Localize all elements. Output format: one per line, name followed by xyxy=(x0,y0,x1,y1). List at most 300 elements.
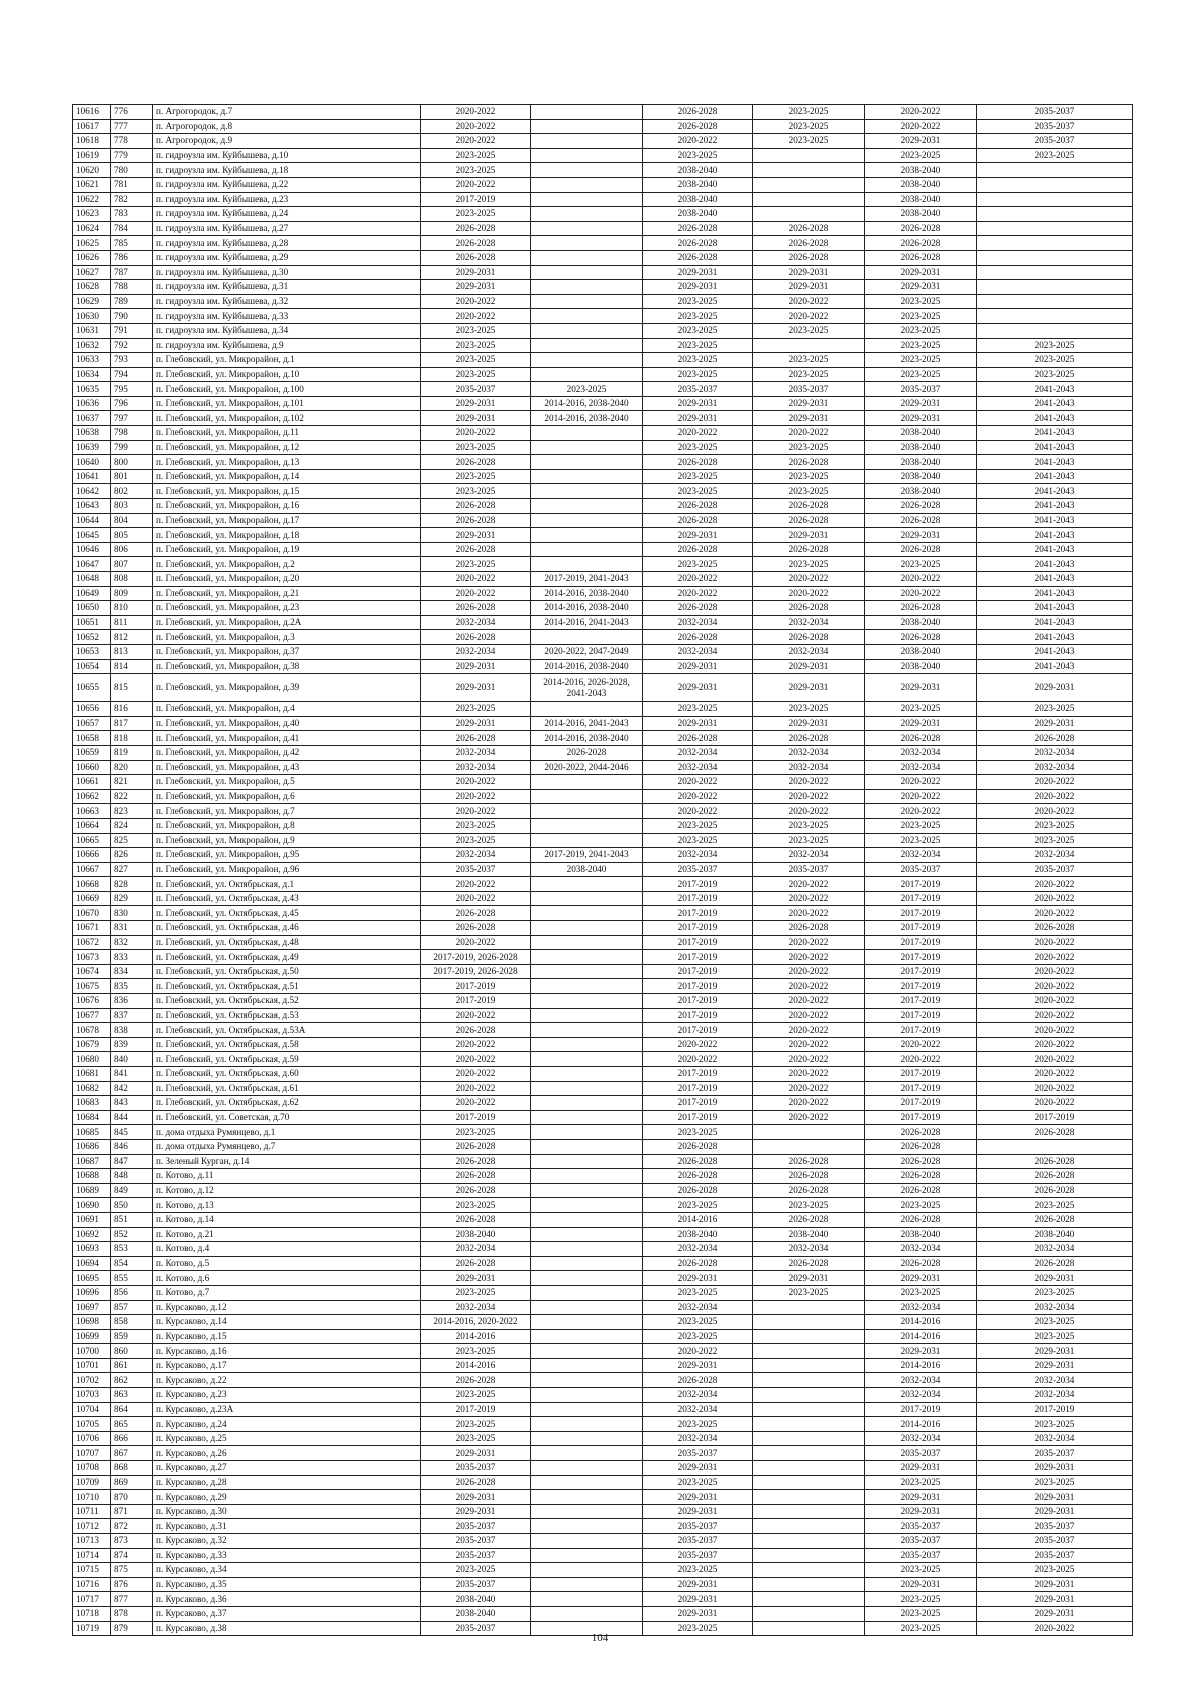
period-2-cell: 2023-2025 xyxy=(531,382,643,397)
address-cell: п. гидроузла им. Куйбышева, д.9 xyxy=(153,338,421,353)
row-number-cell: 10616 xyxy=(73,105,111,120)
address-cell: п. Глебовский, ул. Микрорайон, д.8 xyxy=(153,818,421,833)
period-6-cell: 2023-2025 xyxy=(977,148,1133,163)
table-row xyxy=(73,440,1133,455)
period-3-cell: 2029-2031 xyxy=(643,1606,753,1621)
item-number-cell: 867 xyxy=(111,1446,153,1461)
period-1-cell: 2035-2037 xyxy=(421,382,531,397)
table-row xyxy=(73,979,1133,994)
item-number-cell: 877 xyxy=(111,1592,153,1607)
period-5-cell: 2017-2019 xyxy=(865,1081,977,1096)
table-row xyxy=(73,1490,1133,1505)
address-cell: п. гидроузла им. Куйбышева, д.33 xyxy=(153,309,421,324)
item-number-cell: 786 xyxy=(111,250,153,265)
period-5-cell: 2038-2040 xyxy=(865,177,977,192)
period-1-cell: 2020-2022 xyxy=(421,1096,531,1111)
period-5-cell: 2020-2022 xyxy=(865,789,977,804)
address-cell: п. Глебовский, ул. Микрорайон, д.43 xyxy=(153,760,421,775)
period-3-cell: 2029-2031 xyxy=(643,716,753,731)
period-5-cell: 2023-2025 xyxy=(865,148,977,163)
period-5-cell: 2035-2037 xyxy=(865,1534,977,1549)
period-2-cell xyxy=(531,367,643,382)
period-3-cell: 2017-2019 xyxy=(643,1067,753,1082)
period-4-cell: 2029-2031 xyxy=(753,265,865,280)
table-row xyxy=(73,353,1133,368)
row-number-cell: 10652 xyxy=(73,630,111,645)
period-3-cell: 2035-2037 xyxy=(643,1548,753,1563)
period-5-cell: 2026-2028 xyxy=(865,250,977,265)
period-4-cell: 2020-2022 xyxy=(753,309,865,324)
period-6-cell: 2035-2037 xyxy=(977,105,1133,120)
period-3-cell: 2026-2028 xyxy=(643,542,753,557)
period-1-cell: 2017-2019 xyxy=(421,192,531,207)
row-number-cell: 10618 xyxy=(73,134,111,149)
period-5-cell: 2017-2019 xyxy=(865,891,977,906)
period-3-cell: 2023-2025 xyxy=(643,309,753,324)
item-number-cell: 792 xyxy=(111,338,153,353)
row-number-cell: 10678 xyxy=(73,1023,111,1038)
row-number-cell: 10631 xyxy=(73,323,111,338)
period-2-cell xyxy=(531,163,643,178)
item-number-cell: 802 xyxy=(111,484,153,499)
address-cell: п. Глебовский, ул. Микрорайон, д.9 xyxy=(153,833,421,848)
table-row xyxy=(73,1431,1133,1446)
period-4-cell xyxy=(753,1563,865,1578)
item-number-cell: 859 xyxy=(111,1329,153,1344)
period-1-cell: 2017-2019, 2026-2028 xyxy=(421,964,531,979)
period-3-cell: 2029-2031 xyxy=(643,396,753,411)
period-2-cell xyxy=(531,1373,643,1388)
period-3-cell: 2023-2025 xyxy=(643,1125,753,1140)
period-4-cell xyxy=(753,1577,865,1592)
table-row xyxy=(73,411,1133,426)
item-number-cell: 798 xyxy=(111,426,153,441)
period-2-cell xyxy=(531,702,643,717)
period-1-cell: 2023-2025 xyxy=(421,1388,531,1403)
period-4-cell: 2020-2022 xyxy=(753,1037,865,1052)
item-number-cell: 810 xyxy=(111,601,153,616)
row-number-cell: 10713 xyxy=(73,1534,111,1549)
period-1-cell: 2020-2022 xyxy=(421,1067,531,1082)
item-number-cell: 863 xyxy=(111,1388,153,1403)
period-3-cell: 2023-2025 xyxy=(643,702,753,717)
table-row xyxy=(73,1052,1133,1067)
period-3-cell: 2017-2019 xyxy=(643,891,753,906)
address-cell: п. Глебовский, ул. Октябрьская, д.60 xyxy=(153,1067,421,1082)
period-6-cell: 2026-2028 xyxy=(977,731,1133,746)
period-3-cell: 2029-2031 xyxy=(643,1271,753,1286)
period-1-cell: 2029-2031 xyxy=(421,265,531,280)
item-number-cell: 852 xyxy=(111,1227,153,1242)
period-3-cell: 2032-2034 xyxy=(643,615,753,630)
period-5-cell: 2020-2022 xyxy=(865,804,977,819)
period-5-cell: 2035-2037 xyxy=(865,1519,977,1534)
period-6-cell: 2035-2037 xyxy=(977,134,1133,149)
period-3-cell: 2023-2025 xyxy=(643,1563,753,1578)
period-2-cell xyxy=(531,964,643,979)
item-number-cell: 840 xyxy=(111,1052,153,1067)
period-5-cell: 2038-2040 xyxy=(865,484,977,499)
item-number-cell: 861 xyxy=(111,1358,153,1373)
period-3-cell: 2020-2022 xyxy=(643,1344,753,1359)
period-5-cell: 2023-2025 xyxy=(865,353,977,368)
period-3-cell: 2023-2025 xyxy=(643,557,753,572)
address-cell: п. гидроузла им. Куйбышева, д.24 xyxy=(153,207,421,222)
period-1-cell: 2023-2025 xyxy=(421,440,531,455)
period-2-cell xyxy=(531,1358,643,1373)
address-cell: п. Курсаково, д.26 xyxy=(153,1446,421,1461)
item-number-cell: 805 xyxy=(111,528,153,543)
row-number-cell: 10692 xyxy=(73,1227,111,1242)
period-1-cell: 2026-2028 xyxy=(421,542,531,557)
table-row xyxy=(73,250,1133,265)
period-6-cell xyxy=(977,280,1133,295)
row-number-cell: 10664 xyxy=(73,818,111,833)
period-5-cell: 2023-2025 xyxy=(865,1285,977,1300)
period-5-cell: 2026-2028 xyxy=(865,630,977,645)
period-2-cell xyxy=(531,528,643,543)
table-row xyxy=(73,192,1133,207)
period-1-cell: 2020-2022 xyxy=(421,877,531,892)
period-4-cell xyxy=(753,338,865,353)
period-1-cell: 2032-2034 xyxy=(421,1242,531,1257)
period-6-cell: 2023-2025 xyxy=(977,818,1133,833)
period-2-cell xyxy=(531,134,643,149)
period-3-cell: 2035-2037 xyxy=(643,1534,753,1549)
period-6-cell: 2032-2034 xyxy=(977,1242,1133,1257)
period-6-cell: 2023-2025 xyxy=(977,338,1133,353)
period-4-cell: 2026-2028 xyxy=(753,455,865,470)
row-number-cell: 10647 xyxy=(73,557,111,572)
period-2-cell xyxy=(531,1125,643,1140)
period-5-cell: 2020-2022 xyxy=(865,105,977,120)
period-5-cell: 2020-2022 xyxy=(865,1037,977,1052)
address-cell: п. Глебовский, ул. Микрорайон, д.102 xyxy=(153,411,421,426)
period-3-cell: 2023-2025 xyxy=(643,440,753,455)
row-number-cell: 10679 xyxy=(73,1037,111,1052)
period-4-cell: 2026-2028 xyxy=(753,1212,865,1227)
period-4-cell: 2035-2037 xyxy=(753,862,865,877)
period-1-cell: 2020-2022 xyxy=(421,105,531,120)
period-2-cell xyxy=(531,1008,643,1023)
item-number-cell: 817 xyxy=(111,716,153,731)
period-5-cell: 2023-2025 xyxy=(865,557,977,572)
table-row xyxy=(73,1081,1133,1096)
table-row xyxy=(73,1008,1133,1023)
table-row xyxy=(73,294,1133,309)
period-4-cell: 2026-2028 xyxy=(753,221,865,236)
row-number-cell: 10620 xyxy=(73,163,111,178)
period-1-cell: 2017-2019 xyxy=(421,979,531,994)
address-cell: п. Курсаково, д.32 xyxy=(153,1534,421,1549)
item-number-cell: 838 xyxy=(111,1023,153,1038)
period-3-cell: 2026-2028 xyxy=(643,455,753,470)
period-6-cell xyxy=(977,265,1133,280)
item-number-cell: 808 xyxy=(111,572,153,587)
period-5-cell: 2017-2019 xyxy=(865,921,977,936)
period-4-cell: 2020-2022 xyxy=(753,426,865,441)
item-number-cell: 821 xyxy=(111,775,153,790)
period-4-cell xyxy=(753,148,865,163)
row-number-cell: 10623 xyxy=(73,207,111,222)
period-5-cell: 2029-2031 xyxy=(865,528,977,543)
item-number-cell: 819 xyxy=(111,745,153,760)
period-1-cell: 2035-2037 xyxy=(421,1519,531,1534)
period-1-cell: 2029-2031 xyxy=(421,396,531,411)
period-5-cell: 2023-2025 xyxy=(865,1606,977,1621)
period-6-cell: 2038-2040 xyxy=(977,1227,1133,1242)
period-1-cell: 2026-2028 xyxy=(421,236,531,251)
period-4-cell xyxy=(753,1344,865,1359)
period-3-cell: 2029-2031 xyxy=(643,1358,753,1373)
period-6-cell: 2032-2034 xyxy=(977,1388,1133,1403)
row-number-cell: 10694 xyxy=(73,1256,111,1271)
item-number-cell: 781 xyxy=(111,177,153,192)
period-4-cell: 2023-2025 xyxy=(753,440,865,455)
row-number-cell: 10711 xyxy=(73,1504,111,1519)
period-6-cell: 2041-2043 xyxy=(977,542,1133,557)
address-cell: п. Курсаково, д.34 xyxy=(153,1563,421,1578)
period-3-cell: 2029-2031 xyxy=(643,528,753,543)
row-number-cell: 10628 xyxy=(73,280,111,295)
table-row xyxy=(73,1198,1133,1213)
period-6-cell: 2035-2037 xyxy=(977,1446,1133,1461)
period-4-cell: 2023-2025 xyxy=(753,367,865,382)
period-6-cell: 2041-2043 xyxy=(977,557,1133,572)
period-4-cell xyxy=(753,177,865,192)
table-row xyxy=(73,745,1133,760)
period-5-cell: 2026-2028 xyxy=(865,499,977,514)
row-number-cell: 10691 xyxy=(73,1212,111,1227)
table-row xyxy=(73,163,1133,178)
address-cell: п. Котово, д.5 xyxy=(153,1256,421,1271)
period-4-cell: 2029-2031 xyxy=(753,1271,865,1286)
period-1-cell: 2026-2028 xyxy=(421,906,531,921)
period-3-cell: 2020-2022 xyxy=(643,426,753,441)
row-number-cell: 10702 xyxy=(73,1373,111,1388)
period-4-cell xyxy=(753,163,865,178)
period-1-cell: 2020-2022 xyxy=(421,309,531,324)
item-number-cell: 872 xyxy=(111,1519,153,1534)
period-2-cell xyxy=(531,280,643,295)
period-6-cell: 2023-2025 xyxy=(977,1329,1133,1344)
period-4-cell xyxy=(753,1461,865,1476)
table-row xyxy=(73,1534,1133,1549)
table-row xyxy=(73,644,1133,659)
period-4-cell: 2023-2025 xyxy=(753,833,865,848)
period-4-cell: 2020-2022 xyxy=(753,950,865,965)
table-row xyxy=(73,1577,1133,1592)
item-number-cell: 776 xyxy=(111,105,153,120)
table-row xyxy=(73,572,1133,587)
item-number-cell: 799 xyxy=(111,440,153,455)
period-1-cell: 2023-2025 xyxy=(421,367,531,382)
period-5-cell: 2023-2025 xyxy=(865,323,977,338)
period-2-cell xyxy=(531,236,643,251)
item-number-cell: 791 xyxy=(111,323,153,338)
period-2-cell xyxy=(531,1052,643,1067)
item-number-cell: 812 xyxy=(111,630,153,645)
row-number-cell: 10699 xyxy=(73,1329,111,1344)
address-cell: п. гидроузла им. Куйбышева, д.29 xyxy=(153,250,421,265)
table-row xyxy=(73,1373,1133,1388)
period-4-cell: 2026-2028 xyxy=(753,236,865,251)
page-number: 104 xyxy=(591,1632,609,1644)
period-4-cell: 2023-2025 xyxy=(753,484,865,499)
period-6-cell: 2029-2031 xyxy=(977,716,1133,731)
period-5-cell: 2023-2025 xyxy=(865,367,977,382)
period-3-cell: 2023-2025 xyxy=(643,1621,753,1636)
period-4-cell: 2020-2022 xyxy=(753,1052,865,1067)
period-1-cell: 2029-2031 xyxy=(421,1271,531,1286)
period-6-cell: 2035-2037 xyxy=(977,1519,1133,1534)
period-1-cell: 2014-2016 xyxy=(421,1358,531,1373)
period-5-cell: 2017-2019 xyxy=(865,1096,977,1111)
period-3-cell: 2026-2028 xyxy=(643,499,753,514)
table-row xyxy=(73,1519,1133,1534)
period-4-cell: 2020-2022 xyxy=(753,994,865,1009)
period-5-cell: 2029-2031 xyxy=(865,1504,977,1519)
period-6-cell: 2032-2034 xyxy=(977,745,1133,760)
period-4-cell: 2023-2025 xyxy=(753,1198,865,1213)
period-2-cell xyxy=(531,1548,643,1563)
period-3-cell: 2026-2028 xyxy=(643,630,753,645)
period-1-cell: 2017-2019, 2026-2028 xyxy=(421,950,531,965)
period-3-cell: 2023-2025 xyxy=(643,148,753,163)
period-6-cell: 2032-2034 xyxy=(977,760,1133,775)
item-number-cell: 790 xyxy=(111,309,153,324)
period-6-cell: 2041-2043 xyxy=(977,615,1133,630)
table-row xyxy=(73,1242,1133,1257)
address-cell: п. Глебовский, ул. Микрорайон, д.21 xyxy=(153,586,421,601)
period-6-cell: 2029-2031 xyxy=(977,674,1133,702)
table-row xyxy=(73,775,1133,790)
item-number-cell: 787 xyxy=(111,265,153,280)
period-6-cell: 2020-2022 xyxy=(977,950,1133,965)
period-1-cell: 2026-2028 xyxy=(421,1212,531,1227)
address-cell: п. Глебовский, ул. Микрорайон, д.101 xyxy=(153,396,421,411)
period-4-cell xyxy=(753,1504,865,1519)
period-6-cell: 2026-2028 xyxy=(977,1212,1133,1227)
period-3-cell: 2020-2022 xyxy=(643,134,753,149)
period-2-cell xyxy=(531,557,643,572)
period-6-cell: 2023-2025 xyxy=(977,1475,1133,1490)
period-1-cell: 2020-2022 xyxy=(421,804,531,819)
item-number-cell: 785 xyxy=(111,236,153,251)
period-2-cell xyxy=(531,1023,643,1038)
period-3-cell: 2017-2019 xyxy=(643,877,753,892)
table-row xyxy=(73,950,1133,965)
table-row xyxy=(73,484,1133,499)
period-3-cell: 2023-2025 xyxy=(643,323,753,338)
table-row xyxy=(73,426,1133,441)
period-4-cell: 2020-2022 xyxy=(753,1008,865,1023)
period-1-cell: 2029-2031 xyxy=(421,659,531,674)
period-6-cell: 2020-2022 xyxy=(977,1037,1133,1052)
period-1-cell: 2026-2028 xyxy=(421,1154,531,1169)
period-6-cell: 2020-2022 xyxy=(977,1081,1133,1096)
item-number-cell: 800 xyxy=(111,455,153,470)
period-4-cell xyxy=(753,1300,865,1315)
row-number-cell: 10641 xyxy=(73,469,111,484)
table-row xyxy=(73,818,1133,833)
period-3-cell: 2038-2040 xyxy=(643,192,753,207)
address-cell: п. Курсаково, д.22 xyxy=(153,1373,421,1388)
period-6-cell: 2020-2022 xyxy=(977,1008,1133,1023)
period-2-cell xyxy=(531,891,643,906)
period-6-cell: 2023-2025 xyxy=(977,1417,1133,1432)
period-5-cell: 2014-2016 xyxy=(865,1315,977,1330)
address-cell: п. гидроузла им. Куйбышева, д.34 xyxy=(153,323,421,338)
row-number-cell: 10700 xyxy=(73,1344,111,1359)
period-3-cell: 2026-2028 xyxy=(643,601,753,616)
period-2-cell: 2014-2016, 2038-2040 xyxy=(531,411,643,426)
period-1-cell: 2017-2019 xyxy=(421,1110,531,1125)
period-2-cell xyxy=(531,1490,643,1505)
address-cell: п. Глебовский, ул. Микрорайон, д.5 xyxy=(153,775,421,790)
period-6-cell: 2023-2025 xyxy=(977,1563,1133,1578)
period-3-cell: 2032-2034 xyxy=(643,760,753,775)
period-2-cell xyxy=(531,542,643,557)
period-4-cell: 2020-2022 xyxy=(753,1023,865,1038)
period-5-cell: 2014-2016 xyxy=(865,1329,977,1344)
period-1-cell: 2026-2028 xyxy=(421,513,531,528)
period-2-cell xyxy=(531,1212,643,1227)
period-2-cell xyxy=(531,484,643,499)
table-row xyxy=(73,659,1133,674)
period-6-cell: 2020-2022 xyxy=(977,891,1133,906)
row-number-cell: 10673 xyxy=(73,950,111,965)
table-row xyxy=(73,921,1133,936)
period-3-cell: 2032-2034 xyxy=(643,1388,753,1403)
period-3-cell: 2023-2025 xyxy=(643,469,753,484)
table-row xyxy=(73,542,1133,557)
row-number-cell: 10633 xyxy=(73,353,111,368)
table-row xyxy=(73,1461,1133,1476)
period-2-cell: 2026-2028 xyxy=(531,745,643,760)
period-2-cell xyxy=(531,1563,643,1578)
table-row xyxy=(73,1285,1133,1300)
period-3-cell: 2032-2034 xyxy=(643,1242,753,1257)
period-5-cell: 2020-2022 xyxy=(865,572,977,587)
period-1-cell: 2023-2025 xyxy=(421,1417,531,1432)
period-1-cell: 2023-2025 xyxy=(421,148,531,163)
table-row xyxy=(73,309,1133,324)
address-cell: п. Курсаково, д.31 xyxy=(153,1519,421,1534)
period-5-cell: 2029-2031 xyxy=(865,1271,977,1286)
item-number-cell: 828 xyxy=(111,877,153,892)
period-6-cell: 2020-2022 xyxy=(977,1052,1133,1067)
row-number-cell: 10675 xyxy=(73,979,111,994)
row-number-cell: 10698 xyxy=(73,1315,111,1330)
address-cell: п. Глебовский, ул. Микрорайон, д.16 xyxy=(153,499,421,514)
row-number-cell: 10717 xyxy=(73,1592,111,1607)
period-3-cell: 2023-2025 xyxy=(643,353,753,368)
period-6-cell: 2020-2022 xyxy=(977,804,1133,819)
period-1-cell: 2020-2022 xyxy=(421,426,531,441)
period-3-cell: 2029-2031 xyxy=(643,411,753,426)
period-3-cell: 2023-2025 xyxy=(643,1329,753,1344)
table-row xyxy=(73,396,1133,411)
period-5-cell: 2017-2019 xyxy=(865,1067,977,1082)
period-1-cell: 2029-2031 xyxy=(421,1446,531,1461)
item-number-cell: 875 xyxy=(111,1563,153,1578)
period-6-cell: 2026-2028 xyxy=(977,1183,1133,1198)
period-6-cell xyxy=(977,163,1133,178)
period-1-cell: 2026-2028 xyxy=(421,731,531,746)
address-cell: п. гидроузла им. Куйбышева, д.18 xyxy=(153,163,421,178)
period-4-cell: 2032-2034 xyxy=(753,644,865,659)
